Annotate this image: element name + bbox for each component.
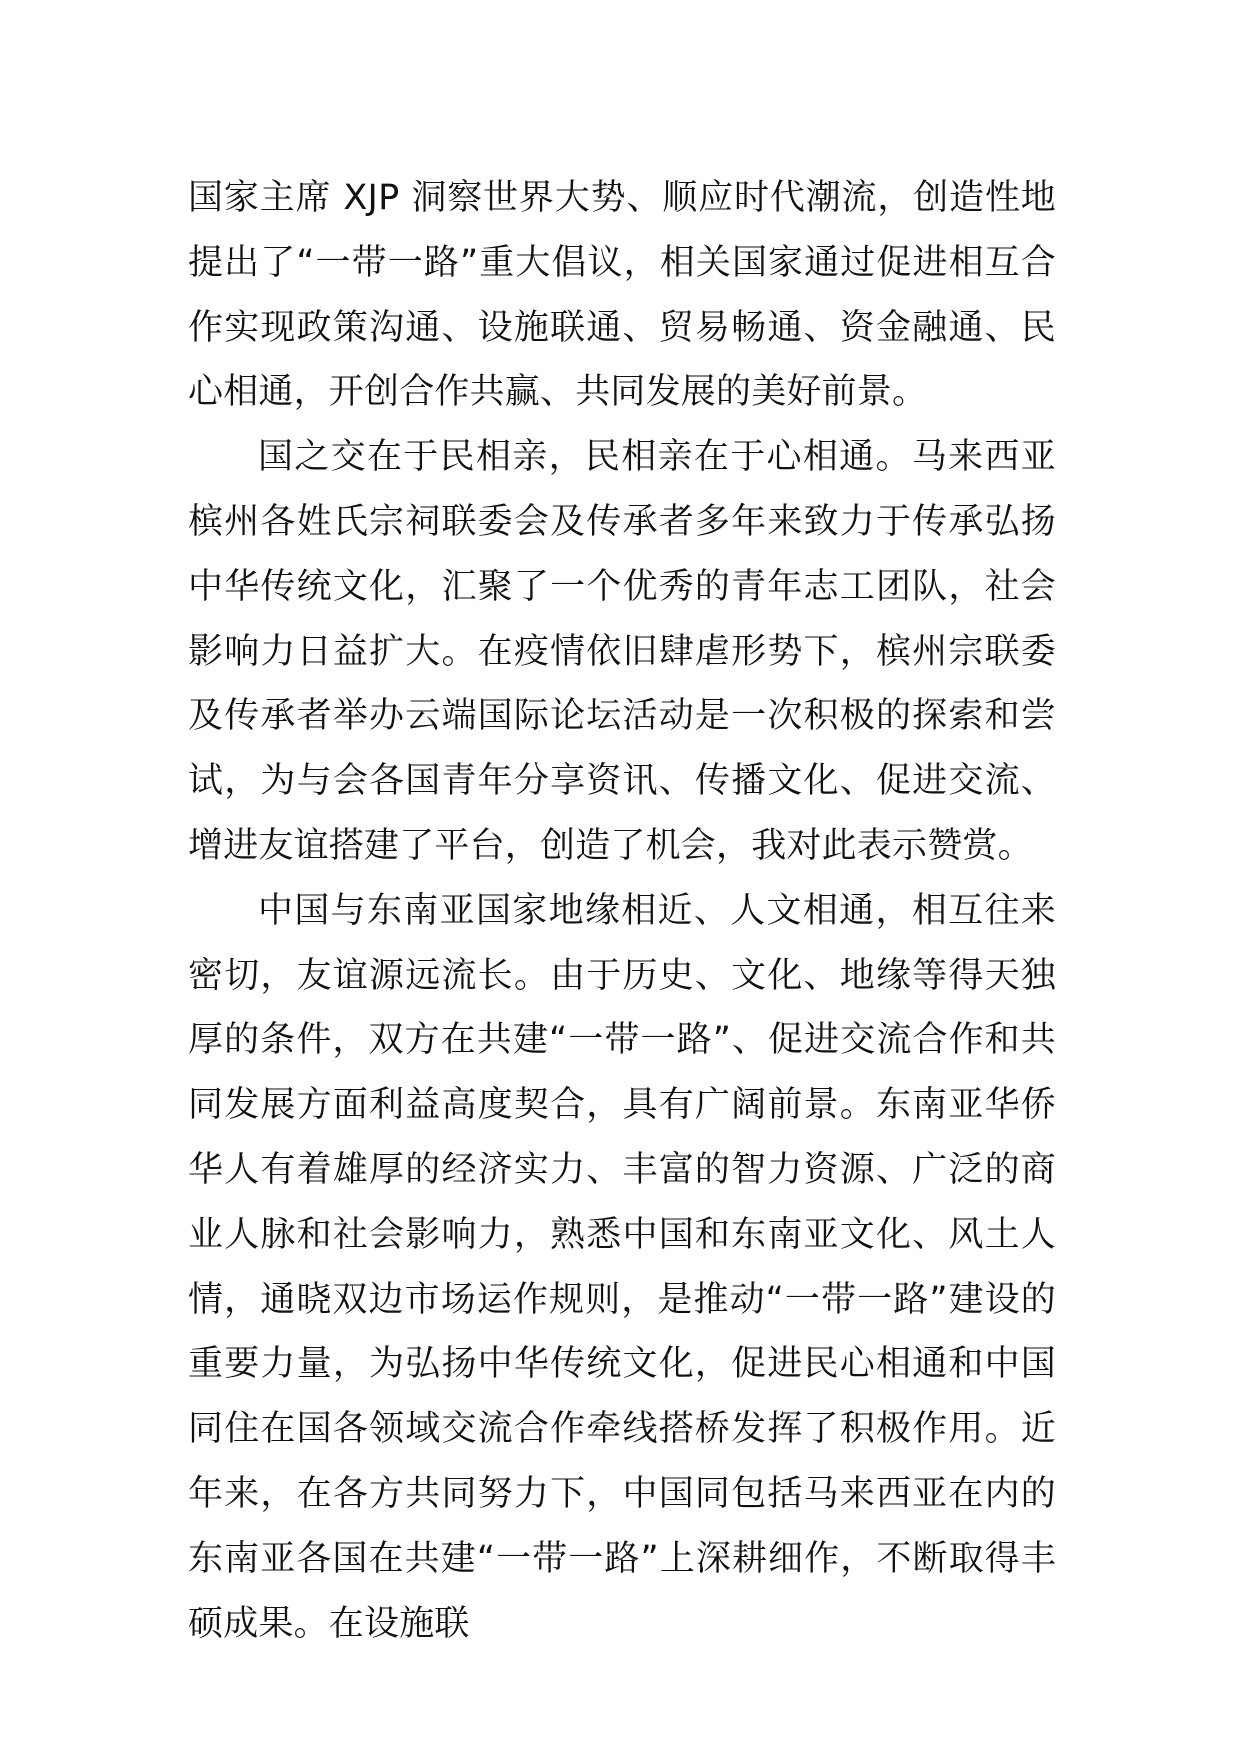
paragraph-1: 国家主席 XJP 洞察世界大势、顺应时代潮流，创造性地提出了“一带一路”重大倡议，相关国家通过促进相互合作实现政策沟通、设施联通、贸易畅通、资金融通、民心相通，开创合作共赢、共同发展的美好前景。 bbox=[188, 178, 1056, 413]
document-body bbox=[188, 166, 1056, 1656]
paragraph-3: 中国与东南亚国家地缘相近、人文相通，相互往来密切，友谊源远流长。由于历史、文化、地缘等得天独厚的条件，双方在共建“一带一路”、促进交流合作和共同发展方面利益高度契合，具有广阔前景。东南亚华侨华人有着雄厚的经济实力、丰富的智力资源、广泛的商业人脉和社会影响力，熟悉中国和东南亚文化、风土人情，通晓双边市场运作规则，是推动“一带一路”建设的重要力量，为弘扬中华传统文化，促进民心相通和中国同住在国各领域交流合作牵线搭桥发挥了积极作用。近年来，在各方共同努力下，中国同包括马来西亚在内的东南亚各国在共建“一带一路”上深耕细作，不断取得丰硕成果。在设施联 bbox=[188, 890, 1056, 1644]
paragraph-2: 国之交在于民相亲，民相亲在于心相通。马来西亚槟州各姓氏宗祠联委会及传承者多年来致力于传承弘扬中华传统文化，汇聚了一个优秀的青年志工团队，社会影响力日益扩大。在疫情依旧肆虐形势下，槟州宗联委及传承者举办云端国际论坛活动是一次积极的探索和尝试，为与会各国青年分享资讯、传播文化、促进交流、增进友谊搭建了平台，创造了机会，我对此表示赞赏。 bbox=[188, 437, 1056, 866]
